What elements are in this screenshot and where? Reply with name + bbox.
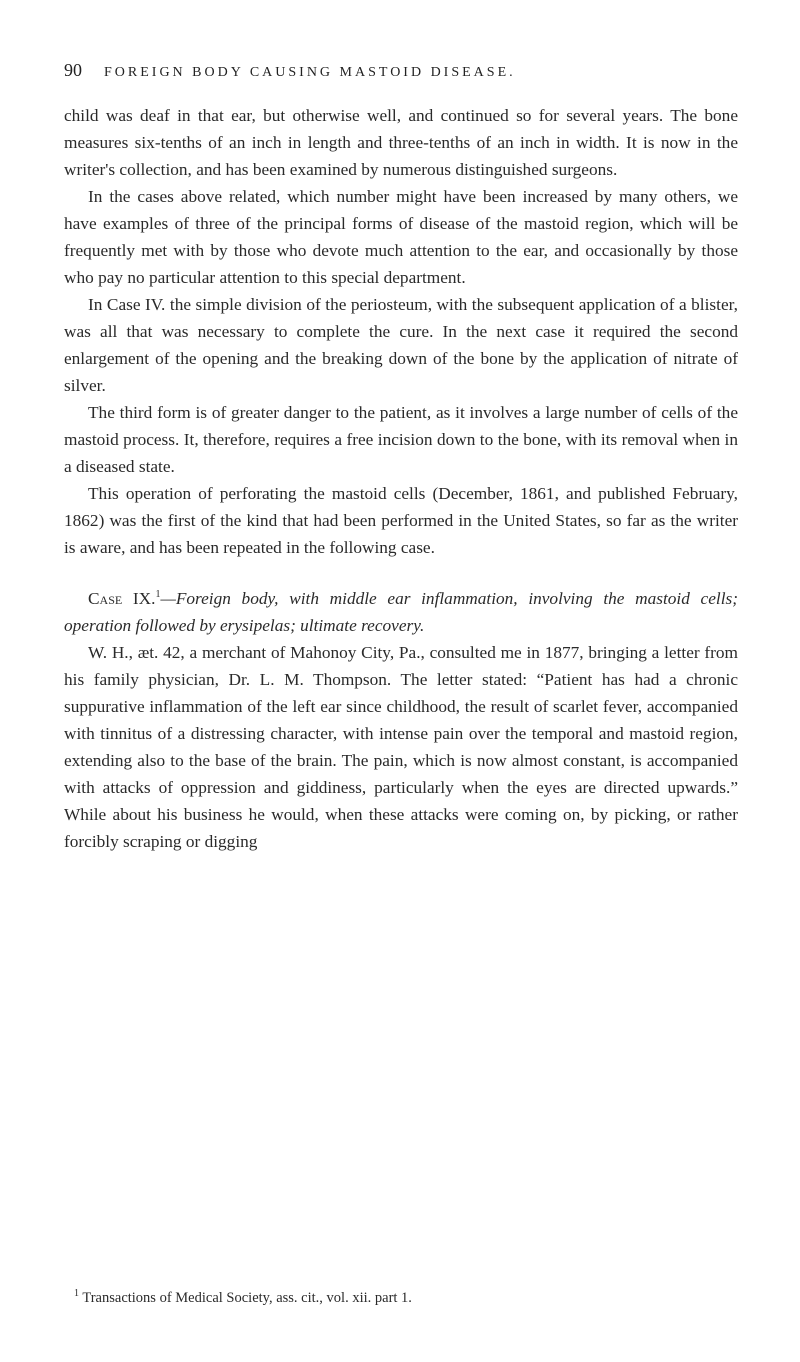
case-title: —Foreign body, with middle ear inflammation, involving the mastoid cells; operation followed by erysipelas; ultimate recovery. <box>64 589 738 635</box>
body-text <box>64 102 738 855</box>
page-number: 90 <box>64 60 82 80</box>
running-head-title: FOREIGN BODY CAUSING MASTOID DISEASE. <box>104 65 516 80</box>
case-heading <box>64 585 738 639</box>
case-label: Case IX. <box>88 589 156 608</box>
paragraph: child was deaf in that ear, but otherwise well, and continued so for several years. The bone measures six-tenths of an inch in length and three-tenths of an inch in width. It is now in the writer's collection, and has been examined by numerous distinguished surgeons. <box>64 106 738 179</box>
paragraph: In Case IV. the simple division of the periosteum, with the subsequent application of a blister, was all that was necessary to complete the cure. In the next case it required the second enlargement of the opening and the breaking down of the bone by the application of nitrate of silver. <box>64 295 738 395</box>
paragraph: This operation of perforating the mastoid cells (December, 1861, and published February, 1862) was the first of the kind that had been performed in the United States, so far as the writer is aware, and has been repeated in the following case. <box>64 484 738 557</box>
case-paragraph: W. H., æt. 42, a merchant of Mahonoy City, Pa., consulted me in 1877, bringing a letter from his family physician, Dr. L. M. Thompson. The letter stated: “Patient has had a chronic suppurative inflammation of the left ear since childhood, the result of scarlet fever, accompanied with tinnitus of a distressing character, with intense pain over the temporal and mastoid region, extending also to the base of the brain. The pain, which is now almost constant, is accompanied with attacks of oppression and giddiness, particularly when the eyes are directed upwards.” While about his business he would, when these attacks were coming on, by picking, or rather forcibly scraping or digging <box>64 643 738 851</box>
footnote-mark: 1 <box>74 1288 79 1300</box>
paragraph: The third form is of greater danger to the patient, as it involves a large number of cells of the mastoid process. It, therefore, requires a free incision down to the bone, with its removal when in a diseased state. <box>64 403 738 476</box>
footnote <box>64 1290 738 1307</box>
footnote-reference: 1 <box>155 589 161 601</box>
footnote-text: Transactions of Medical Society, ass. cit., vol. xii. part 1. <box>82 1290 412 1306</box>
running-head <box>64 60 738 84</box>
paragraph: In the cases above related, which number might have been increased by many others, we have examples of three of the principal forms of disease of the mastoid region, which will be frequently met with by those who devote much attention to the ear, and occasionally by those who pay no particular attention to this special department. <box>64 187 738 287</box>
